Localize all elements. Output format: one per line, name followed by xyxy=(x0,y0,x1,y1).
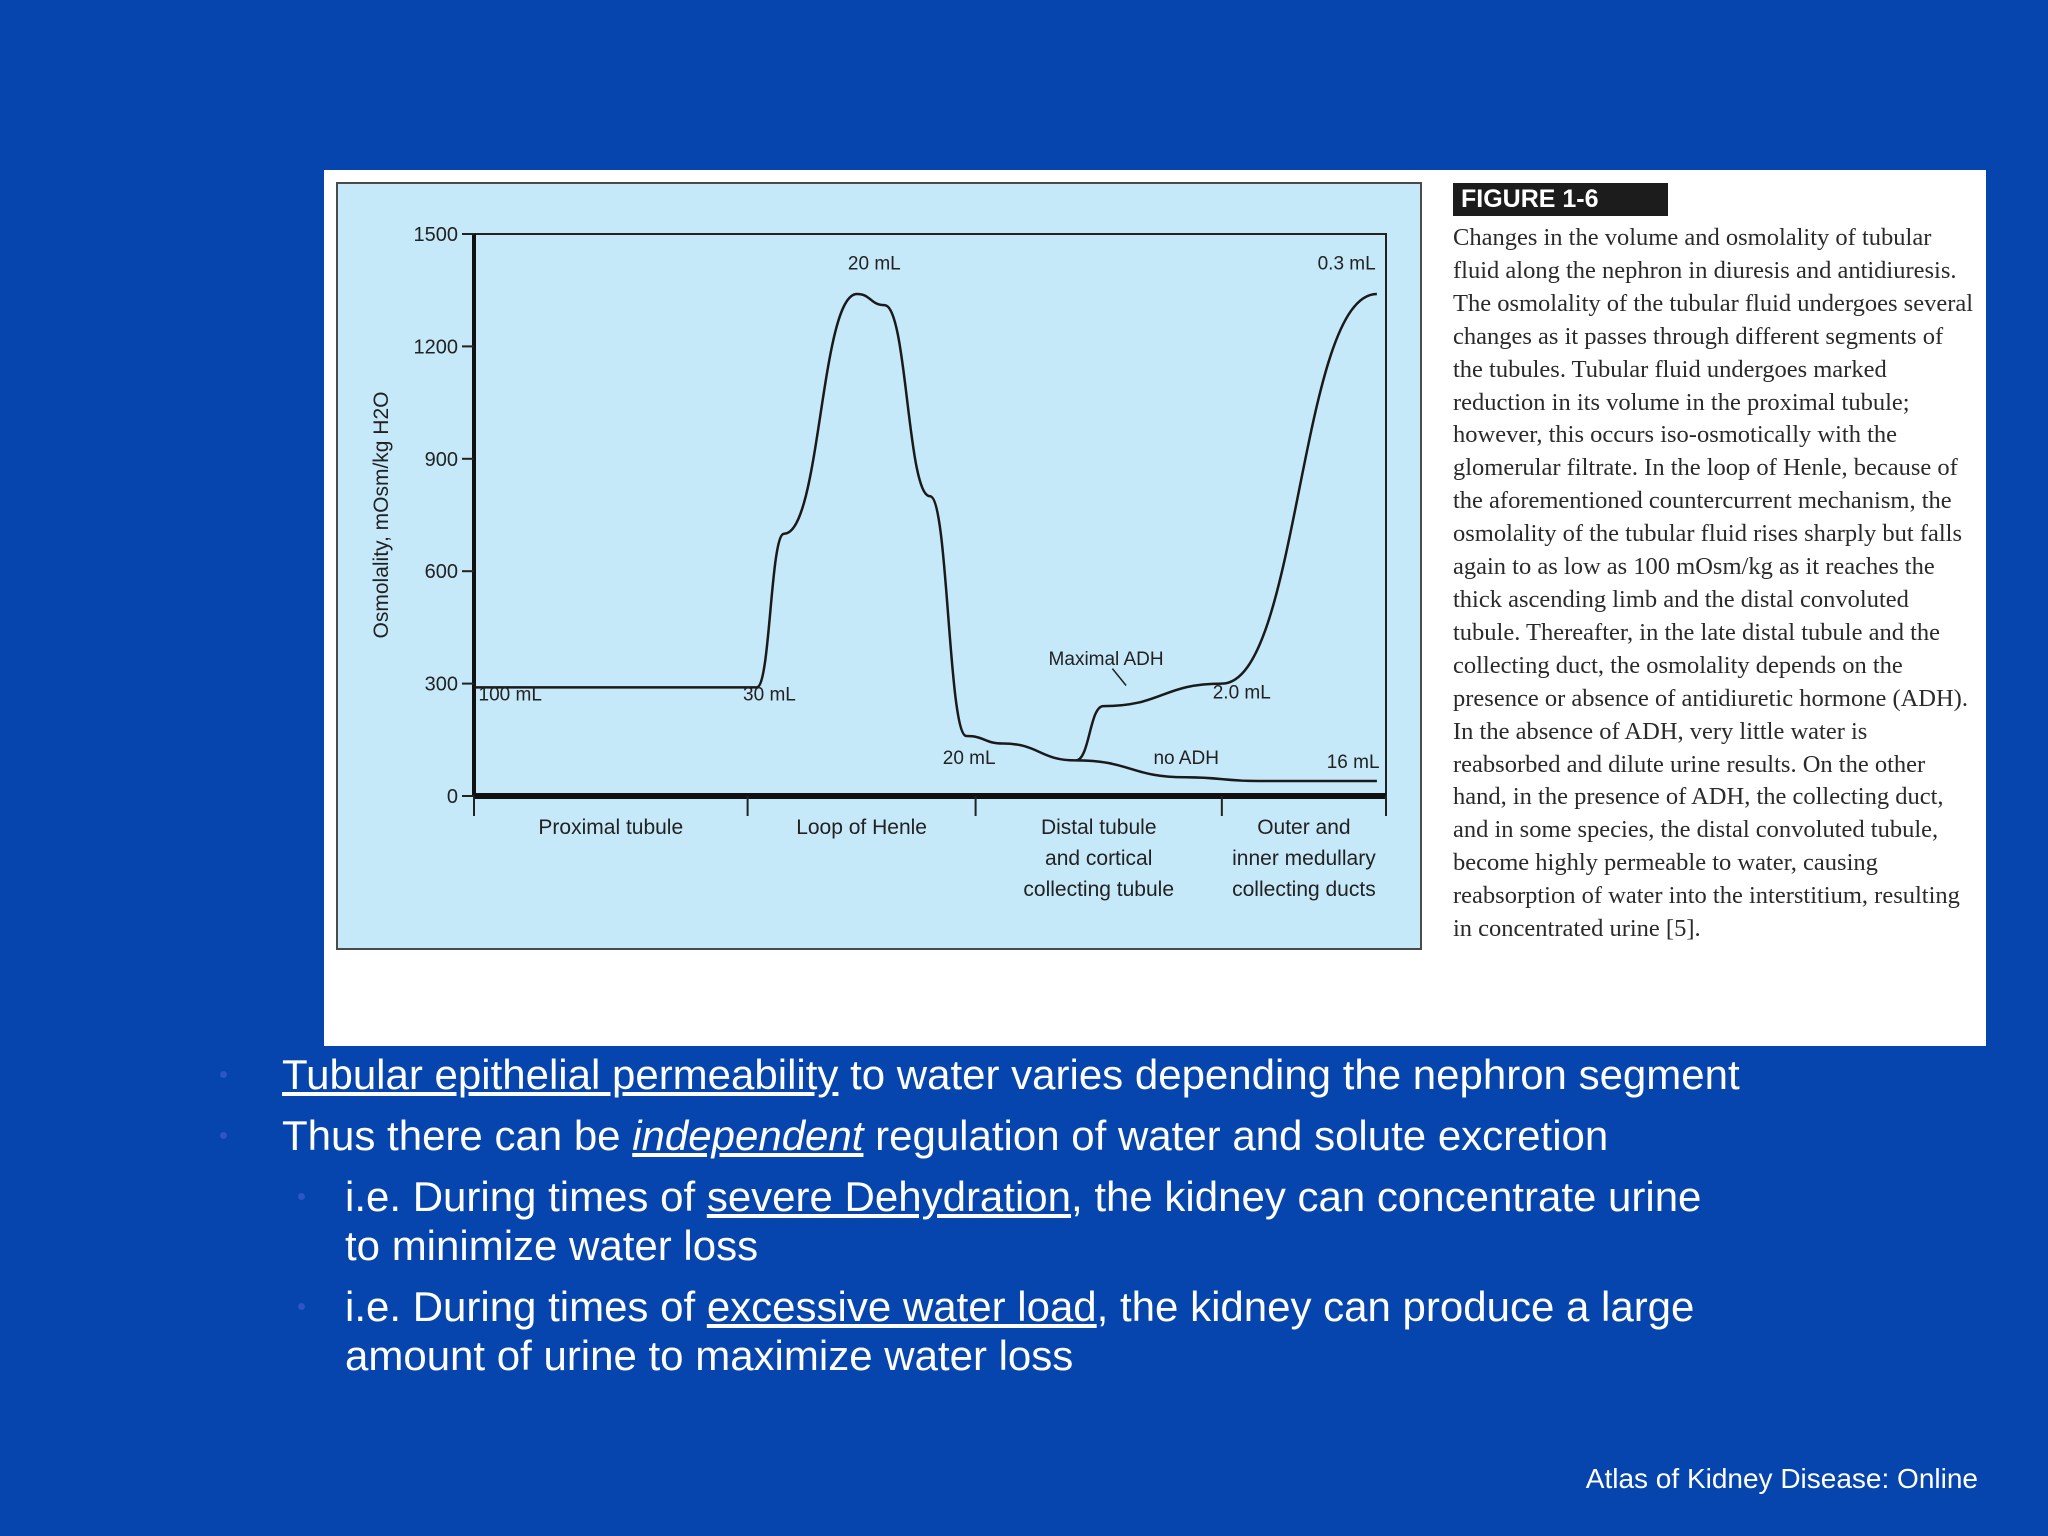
y-axis-label: Osmolality, mOsm/kg H2O xyxy=(370,391,393,639)
segment-label: Outer and xyxy=(1257,816,1351,839)
emphasized-text: excessive water load xyxy=(706,1283,1097,1330)
emphasized-text: independent xyxy=(632,1112,864,1159)
y-tick-label: 1500 xyxy=(413,224,458,246)
segment-label: collecting ducts xyxy=(1232,878,1376,901)
segment-label: and cortical xyxy=(1045,847,1153,870)
bullet-item xyxy=(0,1172,1745,1270)
osmolality-chart xyxy=(338,184,1420,948)
figure-caption: Changes in the volume and osmolality of tubular fluid along the nephron in diuresis and antidiuresis. The osmolality of the tubular fluid undergoes several changes as it passes through different segments of the tubules. Tubular fluid undergoes marked reduction in its volume in the proximal tubule; however, this occurs iso-osmotically with the glomerular filtrate. In the loop of Henle, because of the aforementioned countercurrent mechanism, the osmolality of the tubular fluid rises sharply but falls again to as low as 100 mOsm/kg as it reaches the thick ascending limb and the distal convoluted tubule. Thereafter, in the late distal tubule and the collecting duct, the osmolality depends on the presence or absence of antidiuretic hormone (ADH). In the absence of ADH, very little water is reabsorbed and dilute urine results. On the other hand, in the presence of ADH, the collecting duct, and in some species, the distal convoluted tubule, become highly permeable to water, causing reabsorption of water into the interstitium, resulting in concentrated urine [5]. xyxy=(1453,224,1974,943)
annotation-leader xyxy=(1112,669,1126,686)
figure-panel xyxy=(324,170,1986,1046)
plot-frame xyxy=(474,234,1386,796)
segment-label: Proximal tubule xyxy=(538,816,684,839)
segment-label: Loop of Henle xyxy=(796,816,927,839)
bullet-text: regulation of water and solute excretion xyxy=(863,1112,1609,1159)
data-label: 100 mL xyxy=(478,684,542,706)
emphasized-text: severe Dehydration xyxy=(706,1173,1072,1220)
segment-label: Distal tubule xyxy=(1040,816,1157,839)
y-tick-label: 300 xyxy=(424,673,458,696)
segment-label: collecting tubule xyxy=(1023,878,1175,901)
y-tick-label: 900 xyxy=(424,448,458,471)
bullet-dot-icon xyxy=(220,1132,227,1139)
segment-label: inner medullary xyxy=(1232,847,1376,870)
bullet-text: i.e. During times of xyxy=(345,1283,707,1330)
emphasized-text: Tubular epithelial permeability xyxy=(282,1051,839,1098)
data-label: 20 mL xyxy=(942,748,996,770)
bullet-text: Thus there can be xyxy=(282,1112,633,1159)
data-label: 2.0 mL xyxy=(1212,682,1271,704)
bullet-text: to water varies depending the nephron segment xyxy=(838,1051,1740,1098)
y-tick-label: 0 xyxy=(446,786,458,808)
bullet-dot-icon xyxy=(298,1303,305,1310)
data-label: 20 mL xyxy=(847,253,901,275)
bullet-list xyxy=(0,1050,1800,1392)
data-label: 0.3 mL xyxy=(1317,253,1376,275)
bullet-text: , the kidney can concentrate urine to minimize water loss xyxy=(345,1173,1702,1269)
bullet-dot-icon xyxy=(298,1193,305,1200)
bullet-text: , the kidney can produce a large amount of urine to maximize water loss xyxy=(345,1283,1695,1379)
bullet-dot-icon xyxy=(220,1071,227,1078)
data-label: 16 mL xyxy=(1326,751,1380,773)
source-credit: Atlas of Kidney Disease: Online xyxy=(1585,1463,1978,1494)
bullet-item xyxy=(0,1111,1742,1160)
bullet-text: i.e. During times of xyxy=(345,1173,707,1220)
chart-area xyxy=(336,182,1422,950)
y-tick-label: 600 xyxy=(424,561,458,584)
figure-label: FIGURE 1-6 xyxy=(1453,183,1668,216)
data-label: 30 mL xyxy=(743,684,796,706)
y-tick-label: 1200 xyxy=(413,336,458,359)
data-label: Maximal ADH xyxy=(1048,648,1164,670)
bullet-item xyxy=(0,1282,1745,1380)
data-label: no ADH xyxy=(1153,748,1219,770)
bullet-item xyxy=(0,1050,1742,1099)
